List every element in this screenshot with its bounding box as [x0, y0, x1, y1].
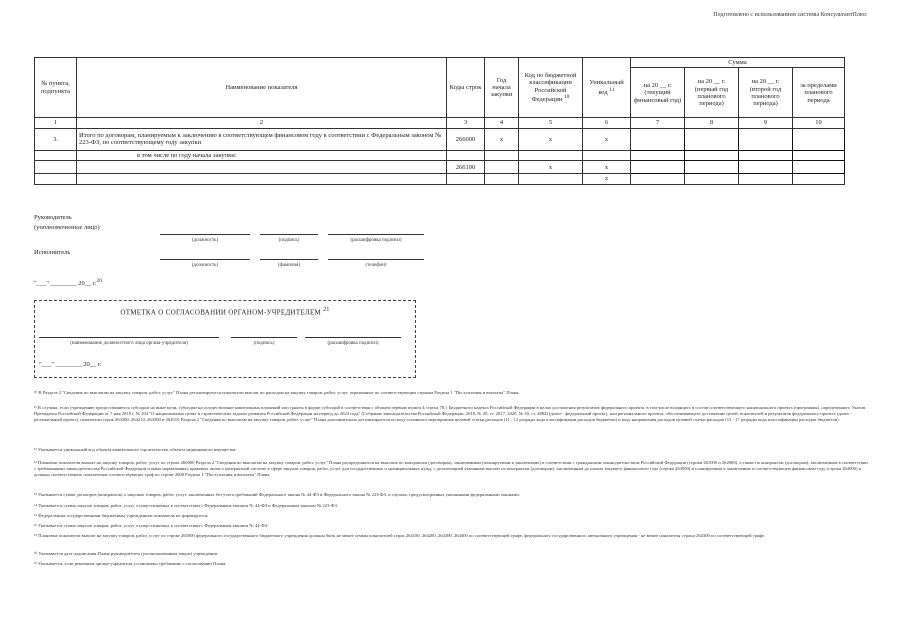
row-year[interactable]: [485, 161, 519, 174]
consultant-note: Подготовлено с использованием системы КонсультантПлюс: [713, 12, 867, 18]
stamp-title: [35, 307, 415, 316]
header-sum-second-year: на 20 __ г.: [751, 78, 780, 86]
approval-stamp-box: [34, 300, 416, 378]
footnote-20: ²⁰ Указывается дата подписания Плана руководителем (уполномоченным лицом) учреждения.: [34, 551, 218, 556]
stamp-title-text: ОТМЕТКА О СОГЛАСОВАНИИ ОРГАНОМ-УЧРЕДИТЕЛЕМ: [120, 308, 322, 317]
footnote-15: ¹⁵ Федеральным государственным бюджетным учреждением показатель не формируется.: [34, 513, 209, 518]
caption-position: (должность): [191, 238, 219, 243]
row-kbk: x: [519, 128, 583, 150]
sum-cell: [793, 174, 845, 184]
row-unique: x: [583, 161, 631, 174]
row-name: Итого по договорам, планируемым к заключению в соответствующем финансовом году в соответствии с Федеральным законом № 223-ФЗ, по соответствующему году закупки: [77, 128, 447, 150]
sum-cell[interactable]: [793, 150, 845, 160]
caption-stamp-decode: (расшифровка подписи): [327, 341, 379, 346]
sum-cell: [685, 174, 739, 184]
caption-signature: (подпись): [278, 238, 300, 243]
exec-phone-line[interactable]: [328, 259, 424, 260]
row-unique: x: [583, 128, 631, 150]
col-number: 6: [583, 118, 631, 128]
header-col-unique-text: Уникальный код: [589, 79, 624, 96]
sum-cell[interactable]: [685, 150, 739, 160]
sum-cell[interactable]: [631, 161, 685, 174]
header-col-unique: [583, 58, 631, 118]
footnote-21: ²¹ Указывается, если решением органа-учредителя установлено требование о согласовании Плана.: [34, 561, 227, 566]
row-year: [485, 150, 519, 160]
header-sum-first-label: (первый год планового периода): [694, 85, 729, 108]
sum-cell[interactable]: [739, 150, 793, 160]
row-code: [447, 174, 485, 184]
row-number: [35, 174, 77, 184]
header-col-sum: Сумма: [631, 58, 845, 68]
exec-position-line[interactable]: [160, 259, 250, 260]
stamp-decode-line[interactable]: [305, 337, 401, 338]
header-col-year: Год начала закупки: [485, 58, 519, 118]
sum-cell[interactable]: [793, 128, 845, 150]
org-official-line[interactable]: [39, 337, 219, 338]
header-sum-current: [631, 68, 685, 118]
header-sum-second-label: (второй год планового периода): [749, 85, 782, 108]
position-line[interactable]: [160, 234, 250, 235]
header-col-kbk: [519, 58, 583, 118]
col-number: 1: [35, 118, 77, 128]
header-sum-first: [685, 68, 739, 118]
head-label: Руководитель: [34, 214, 72, 221]
table-row: [35, 150, 845, 160]
col-number: 4: [485, 118, 519, 128]
header-sum-current-year: на 20 __ г.: [643, 81, 672, 89]
footnote-ref-10: 10: [563, 94, 570, 101]
caption-stamp-signature: (подпись): [253, 341, 275, 346]
sum-cell: [739, 174, 793, 184]
header-col-kbk-text: Код по бюджетной классификации Российской Федерации: [524, 71, 577, 104]
row-year: x: [485, 128, 519, 150]
caption-org-official: (наименование должностного лица органа-учредителя): [70, 341, 188, 346]
col-number: 2: [77, 118, 447, 128]
footnote-16: ¹⁶ Указывается сумма закупок товаров, работ, услуг, осуществляемых в соответствии с Федеральным законом № 44-ФЗ.: [34, 523, 269, 528]
header-sum-current-label: (текущий финансовый год): [633, 89, 682, 104]
row-name: в том числе по году начала закупки:: [77, 150, 447, 160]
caption-phone: (телефон): [365, 263, 387, 268]
header-col-name: Наименование показателя: [77, 58, 447, 118]
row-name: [77, 161, 447, 174]
date-field[interactable]: [34, 278, 102, 287]
row-unique: x: [583, 174, 631, 184]
footnote-ref-20: 20: [96, 278, 102, 284]
row-kbk: [519, 150, 583, 160]
row-code: [447, 150, 485, 160]
footnote-11b: ¹¹ Указывается уникальный код объекта капитального строительства, объекта недвижимого имущества.: [34, 447, 237, 452]
sum-cell[interactable]: [793, 161, 845, 174]
stamp-date-field[interactable]: "___" ________ 20__ г.: [39, 361, 102, 368]
header-sum-beyond: за пределами планового периода: [793, 68, 845, 118]
table-row: [35, 161, 845, 174]
header-col-num: № пункта, подпункта: [35, 58, 77, 118]
exec-label: Исполнитель: [34, 249, 71, 256]
row-code: 266000: [447, 128, 485, 150]
column-numbers-row: [35, 118, 845, 128]
footnote-ref-21: 21: [323, 307, 330, 313]
row-code: 266100: [447, 161, 485, 174]
sum-cell[interactable]: [631, 128, 685, 150]
col-number: 10: [793, 118, 845, 128]
footnote-ref-11: 11: [609, 86, 615, 93]
col-number: 5: [519, 118, 583, 128]
footnote-10: ¹⁰ В Разделе 2 "Сведения по выплатам на закупку товаров, работ, услуг" Плана детализируются показатели выплат по расходам на закупку товаров, работ, услуг, отраженные по соответствующим строкам Раздела 1 "Поступления и выплаты" Плана.: [34, 390, 520, 395]
payments-table: [34, 57, 845, 185]
stamp-signature-line[interactable]: [231, 337, 297, 338]
row-number: [35, 161, 77, 174]
footnote-11a: ¹¹ В случаях, если учреждению предоставляются субсидии на иные цели, субсидии на осуществление капитальных вложений или гранты в форме субсидий в соответствии с абзацем первым пункта 4 статьи 78.1 Бюджетного кодекса Российской Федерации в целях достижения результатов федерального проекта, в том числе входящего в состав соответствующего национального проекта (программы), определенного Указом Президента Российской Федерации от 7 мая 2018 г. № 204 "О национальных целях и стратегических задачах развития Российской Федерации на период до 2024 года" (Собрание законодательства Российской Федерации, 2018, № 20, ст. 2817; 2020, № 30, ст. 4884) (далее - федеральный проект), или регионального проекта, обеспечивающего достижение целей, показателей и результатов федерального проекта (далее - региональный проект), показатели строк 263300, 264210, 264300 и 264510 Раздела 2 "Сведения по выплатам на закупку товаров, работ, услуг" Плана дополнительно детализируются по коду основного мероприятия целевой статьи расходов (11 - 12 разряды кода классификации расходов бюджетов) и коду направления расходов целевой статьи расходов (13 - 17 разряды кода классификации расходов бюджетов).: [34, 405, 866, 423]
decode-line[interactable]: [328, 234, 424, 235]
sum-cell[interactable]: [685, 128, 739, 150]
exec-fio-line[interactable]: [260, 259, 318, 260]
sum-cell[interactable]: [631, 150, 685, 160]
signature-line[interactable]: [260, 234, 318, 235]
row-number: [35, 150, 77, 160]
header-col-codes: Коды строк: [447, 58, 485, 118]
head-label-2: (уполномоченное лицо): [34, 224, 100, 231]
col-number: 9: [739, 118, 793, 128]
footnote-14: ¹⁴ Указывается сумма закупок товаров, работ, услуг, осуществляемых в соответствии с Федеральным законом № 44-ФЗ и Федеральным законом № 223-ФЗ.: [34, 503, 339, 508]
sum-cell[interactable]: [739, 128, 793, 150]
caption-position-2: (должность): [191, 263, 219, 268]
header-sum-first-year: на 20 __ г.: [697, 78, 726, 86]
sum-cell: [631, 174, 685, 184]
footnote-13: ¹³ Указывается сумма договоров (контрактов) о закупках товаров, работ, услуг, заключенных без учета требований Федерального закона № 44-ФЗ и Федерального закона № 223-ФЗ, в случаях, предусмотренных указанными федеральными законами.: [34, 492, 520, 497]
row-kbk: [519, 174, 583, 184]
row-name: [77, 174, 447, 184]
sum-cell[interactable]: [685, 161, 739, 174]
col-number: 7: [631, 118, 685, 128]
caption-decode: (расшифровка подписи): [350, 238, 402, 243]
row-number: 3.: [35, 128, 77, 150]
col-number: 3: [447, 118, 485, 128]
row-unique: [583, 150, 631, 160]
sum-cell[interactable]: [739, 161, 793, 174]
col-number: 8: [685, 118, 739, 128]
caption-fio: (фамилия): [277, 263, 301, 268]
date-text: "___" ________ 20__ г.: [34, 280, 97, 288]
table-row: [35, 174, 845, 184]
table-row: [35, 128, 845, 150]
row-year: [485, 174, 519, 184]
footnote-19: ¹⁹ Плановые показатели выплат на закупку товаров, работ, услуг по строке 265000 федерального государственного бюджетного учреждения должны быть не менее суммы показателей строк 264100, 264200, 264300, 264400 по соответствующей графе, федерального государственного автономного учреждения - не менее показателя строки 264300 по соответствующей графе.: [34, 533, 766, 538]
row-kbk: x: [519, 161, 583, 174]
footnote-12: ¹² Плановые показатели выплат на закупку товаров, работ, услуг по строке 260000 Раздела 2 "Сведения по выплатам на закупку товаров, работ, услуг" Плана распределяются на выплаты по контрактам (договорам), заключенным (планируемым к заключению) в соответствии с гражданским законодательством Российской Федерации (строки 261000 и 262000), а также по контрактам (договорам), заключаемым в соответствии с требованиями законодательства Российской Федерации и иных нормативных правовых актов о контрактной системе в сфере закупок товаров, работ, услуг для государственных и муниципальных нужд, с детализацией указанных выплат по контрактам (договорам), заключенным до начала текущего финансового года (строка 263000) и планируемым к заключению в соответствующем финансовом году (строка 264000) и должны соответствовать показателям соответствующих граф по строке 2600 Раздела 1 "Поступления и выплаты" Плана.: [34, 460, 868, 478]
header-sum-second: [739, 68, 793, 118]
